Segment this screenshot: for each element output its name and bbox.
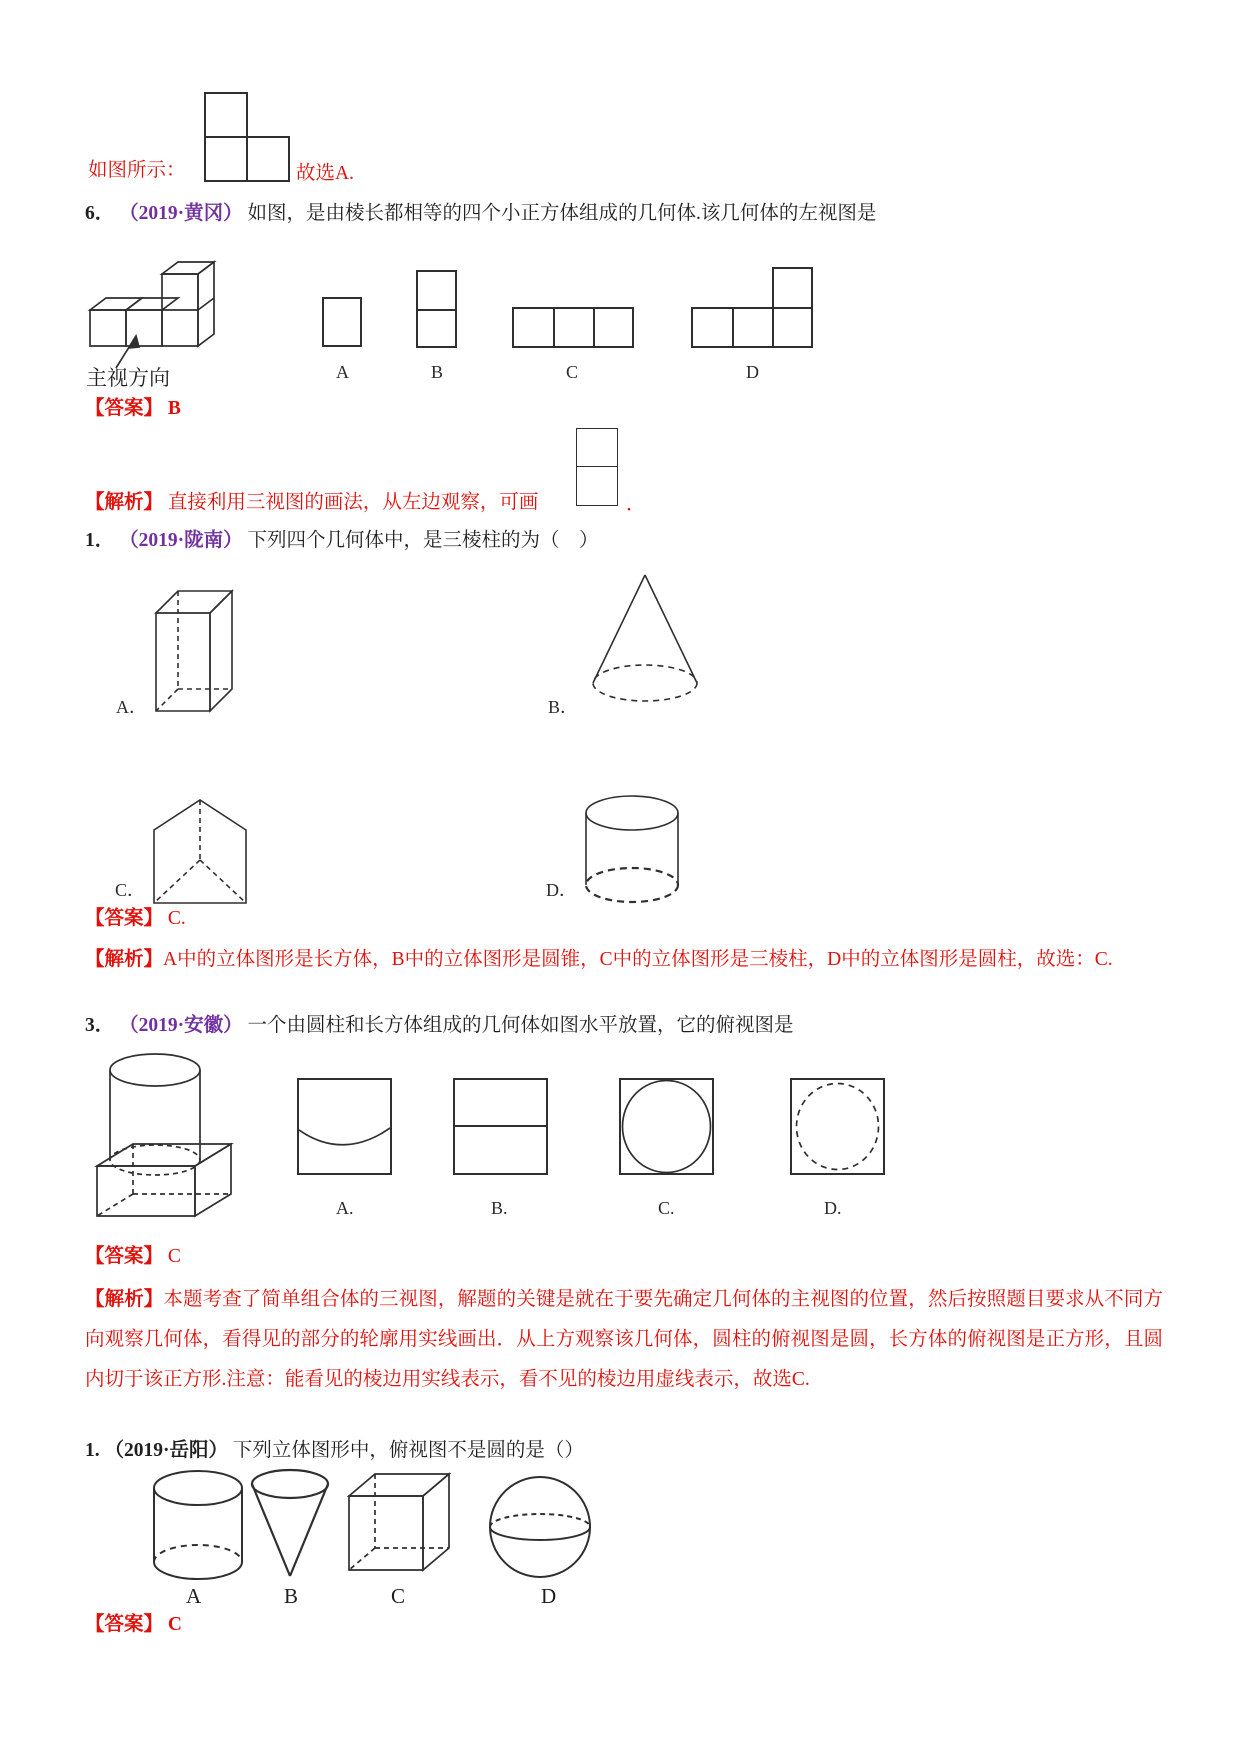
option-b-cone-figure	[588, 570, 702, 708]
question-stem: 下列立体图形中，俯视图不是圆的是（）	[232, 1440, 584, 1461]
option-b-cone-figure	[248, 1468, 332, 1580]
option-a-label: A.	[336, 1198, 354, 1218]
option-a-cylinder-figure	[150, 1468, 246, 1582]
option-a-label: A．	[116, 697, 147, 717]
analysis-text: 直接利用三视图的画法，从左边观察，可画	[167, 492, 539, 513]
intro-lead-text: 如图所示：	[88, 160, 186, 181]
question-number: 1．	[85, 530, 115, 551]
q3ah-analysis	[85, 1280, 1163, 1400]
question-number: 6．	[85, 203, 115, 224]
option-b-figure	[453, 1078, 548, 1175]
answer-value: C	[167, 1614, 182, 1635]
q6-answer-line	[85, 396, 181, 422]
option-c-cube-figure	[345, 1468, 457, 1576]
question-number: 1.	[85, 1440, 100, 1461]
question-1yy-line	[85, 1438, 584, 1464]
analysis-text: A中的立体图形是长方体，B中的立体图形是圆锥，C中的立体图形是三棱柱，D中的立体图形是圆柱，故选：C.	[163, 949, 1113, 970]
answer-value: C.	[167, 908, 186, 929]
option-b-label: B	[431, 362, 444, 382]
option-c-triangular-prism-figure	[150, 796, 250, 908]
option-d-label: D	[746, 362, 759, 382]
q1ln-answer-line	[85, 906, 186, 932]
analysis-tag: 【解析】	[85, 949, 164, 970]
option-d-figure	[790, 1078, 885, 1175]
option-a-cuboid-figure	[152, 583, 244, 717]
square-cell	[204, 92, 248, 138]
question-stem: 如图，是由棱长都相等的四个小正方体组成的几何体.该几何体的左视图是	[247, 203, 877, 224]
square-cell	[204, 136, 248, 182]
question-source: （2019·黄冈）	[119, 203, 243, 224]
answer-value: B	[167, 398, 181, 419]
q3ah-answer-line	[85, 1244, 181, 1270]
option-a-figure	[297, 1078, 392, 1175]
option-d-figure	[691, 267, 856, 348]
question-source: （2019·岳阳）	[104, 1440, 229, 1461]
question-source: （2019·陇南）	[119, 530, 243, 551]
option-c-label: C.	[658, 1198, 675, 1218]
analysis-tag: 【解析】	[85, 492, 164, 513]
figure-cube-solid	[86, 244, 236, 372]
option-d-label: D	[541, 1584, 557, 1608]
question-stem: 一个由圆柱和长方体组成的几何体如图水平放置，它的俯视图是	[247, 1015, 794, 1036]
answer-tag: 【答案】	[85, 1614, 164, 1635]
option-c-label: C	[566, 362, 579, 382]
option-d-label: D.	[824, 1198, 842, 1218]
analysis-period: ．	[626, 494, 646, 515]
option-c-label: C．	[115, 880, 146, 900]
option-a-label: A	[336, 362, 349, 382]
answer-tag: 【答案】	[85, 908, 164, 929]
analysis-tag: 【解析】	[85, 1289, 164, 1310]
square-cell	[246, 136, 290, 182]
option-a-figure	[322, 297, 362, 347]
question-3ah-line	[85, 1013, 794, 1039]
answer-tag: 【答案】	[85, 1246, 164, 1267]
option-b-label: B	[284, 1584, 299, 1608]
q1yy-answer-line	[85, 1612, 182, 1638]
q1ln-analysis	[85, 942, 1163, 978]
analysis-text: 本题考查了简单组合体的三视图，解题的关键是就在于要先确定几何体的主视图的位置，然后按照题目要求从不同方向观察几何体，看得见的部分的轮廓用实线画出．从上方观察该几何体，圆柱的俯视图是圆，长方体的俯视图是正方形，且圆内切于该正方形.注意：能看见的棱边用实线表示，看不见的棱边用虚线表示，故选C.	[85, 1289, 1163, 1390]
q6-analysis-line	[85, 490, 538, 516]
option-c-figure	[619, 1078, 714, 1175]
option-d-sphere-figure	[487, 1474, 593, 1580]
option-b-label: B.	[491, 1198, 508, 1218]
analysis-inline-figure	[576, 428, 618, 506]
question-source: （2019·安徽）	[119, 1015, 243, 1036]
question-stem: 下列四个几何体中，是三棱柱的为（ ）	[247, 530, 599, 551]
answer-tag: 【答案】	[85, 398, 164, 419]
option-d-cylinder-figure	[582, 792, 682, 908]
figure-cylinder-on-cuboid	[93, 1048, 238, 1248]
option-c-figure	[512, 307, 634, 348]
option-d-label: D．	[546, 880, 577, 900]
option-b-label: B．	[548, 697, 579, 717]
question-6-line	[85, 201, 876, 227]
question-1ln-line	[85, 528, 599, 554]
option-a-label: A	[186, 1584, 202, 1608]
option-b-figure	[416, 270, 457, 348]
option-c-label: C	[391, 1584, 406, 1608]
intro-tail-text: 故选A.	[296, 163, 354, 184]
question-number: 3．	[85, 1015, 115, 1036]
answer-value: C	[167, 1246, 181, 1267]
view-direction-label: 主视方向	[86, 366, 170, 390]
